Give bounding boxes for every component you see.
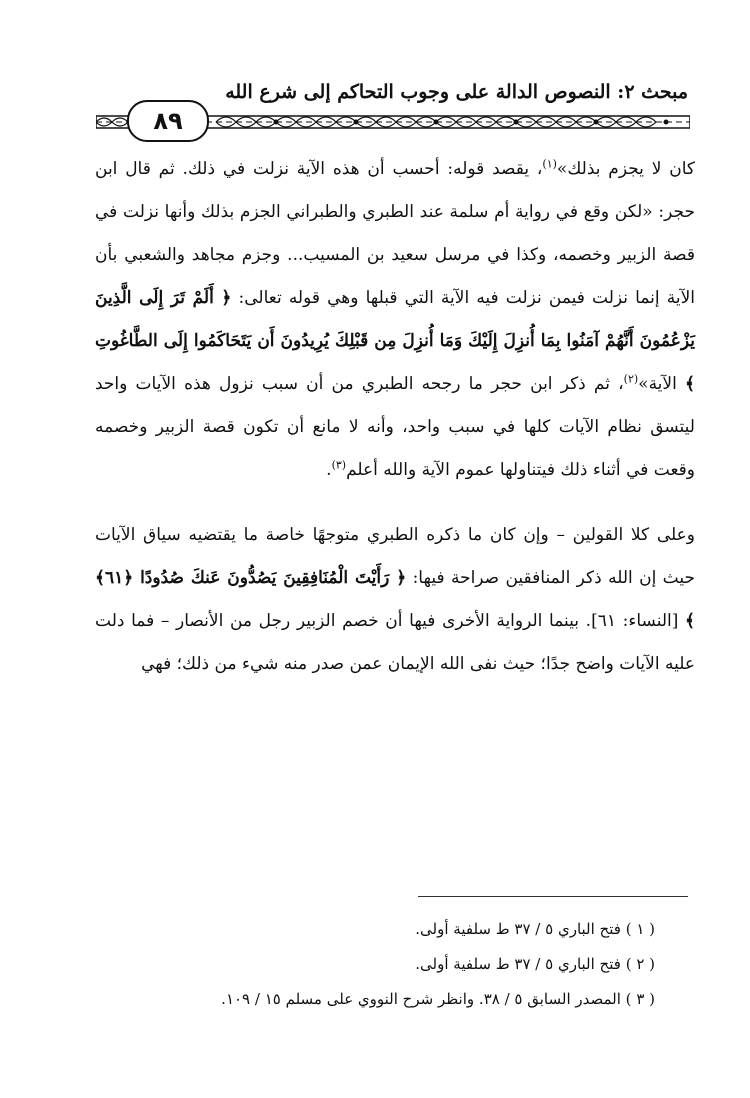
running-title: مبحث ٢: النصوص الدالة على وجوب التحاكم إلى شرع الله [225,81,688,103]
footnote-ref-3: (٣) [331,458,347,472]
quran-verse: ﴿ أَلَمْ تَرَ إِلَى الَّذِينَ يَزْعُمُونَ أَنَّهُمْ آمَنُوا بِمَا أُنزِلَ إِلَيْكَ وَمَا أُنزِلَ مِن قَبْلِكَ يُرِيدُونَ أَن يَتَحَاكَمُوا إِلَى الطَّاغُوتِ ﴾ [95,288,695,394]
footnote-separator [418,896,688,897]
footnotes [55,912,655,1017]
footnote-2: ( ٢ ) فتح الباري ٥ / ٣٧ ط سلفية أولى. [415,955,655,973]
text-segment: ، يقصد قوله: أحسب أن هذه الآية نزلت في ذلك. ثم قال ابن حجر: «لكن وقع في رواية أم سلمة عند الطبري والطبراني الجزم بذلك وأنها نزلت في قصة الزبير وخصمه، وكذا في مرسل سعيد بن المسيب... وجزم مجاهد والشعبي بأن الآية إنما نزلت فيمن نزلت فيه الآية التي قبلها وهي قوله تعالى: [95,159,695,308]
page-number: ٨٩ [127,100,209,142]
footnote-ref-1: (١) [542,157,557,171]
text-segment: الآية» [638,374,677,394]
quran-verse: ﴿ رَأَيْتَ الْمُنَافِقِينَ يَصُدُّونَ عَنكَ صُدُودًا ﴿٦١﴾ ﴾ [95,568,696,631]
text-segment: . [326,460,332,480]
paragraph-2 [95,514,695,686]
paragraph-1 [95,148,695,492]
text-segment: كان لا يجزم بذلك» [556,159,695,179]
footnote-1: ( ١ ) فتح الباري ٥ / ٣٧ ط سلفية أولى. [415,920,655,938]
main-text [95,148,695,686]
footnote-ref-2: (٢) [623,372,639,386]
footnote-3: ( ٣ ) المصدر السابق ٥ / ٣٨. وانظر شرح النووي على مسلم ١٥ / ١٠٩. [221,990,655,1008]
text-segment: وعلى كلا القولين – وإن كان ما ذكره الطبري متوجهًا خاصة ما يقتضيه سياق الآيات حيث إن الله ذكر المنافقين صراحة فيها: [95,525,696,588]
text-segment: ، ثم ذكر ابن حجر ما رجحه الطبري من أن سبب نزول هذه الآيات واحد ليتسق نظام الآيات كلها في سبب واحد، وأنه لا مانع أن تكون قصة الزبير وخصمه وقعت في أثناء ذلك فيتناولها عموم الآية والله أعلم [95,374,695,480]
text-segment: [النساء: ٦١]. بينما الرواية الأخرى فيها أن خصم الزبير رجل من الأنصار – فما دلت عليه الآيات واضح جدًا؛ حيث نفى الله الإيمان عمن صدر منه شيء من ذلك؛ فهي [95,611,695,674]
